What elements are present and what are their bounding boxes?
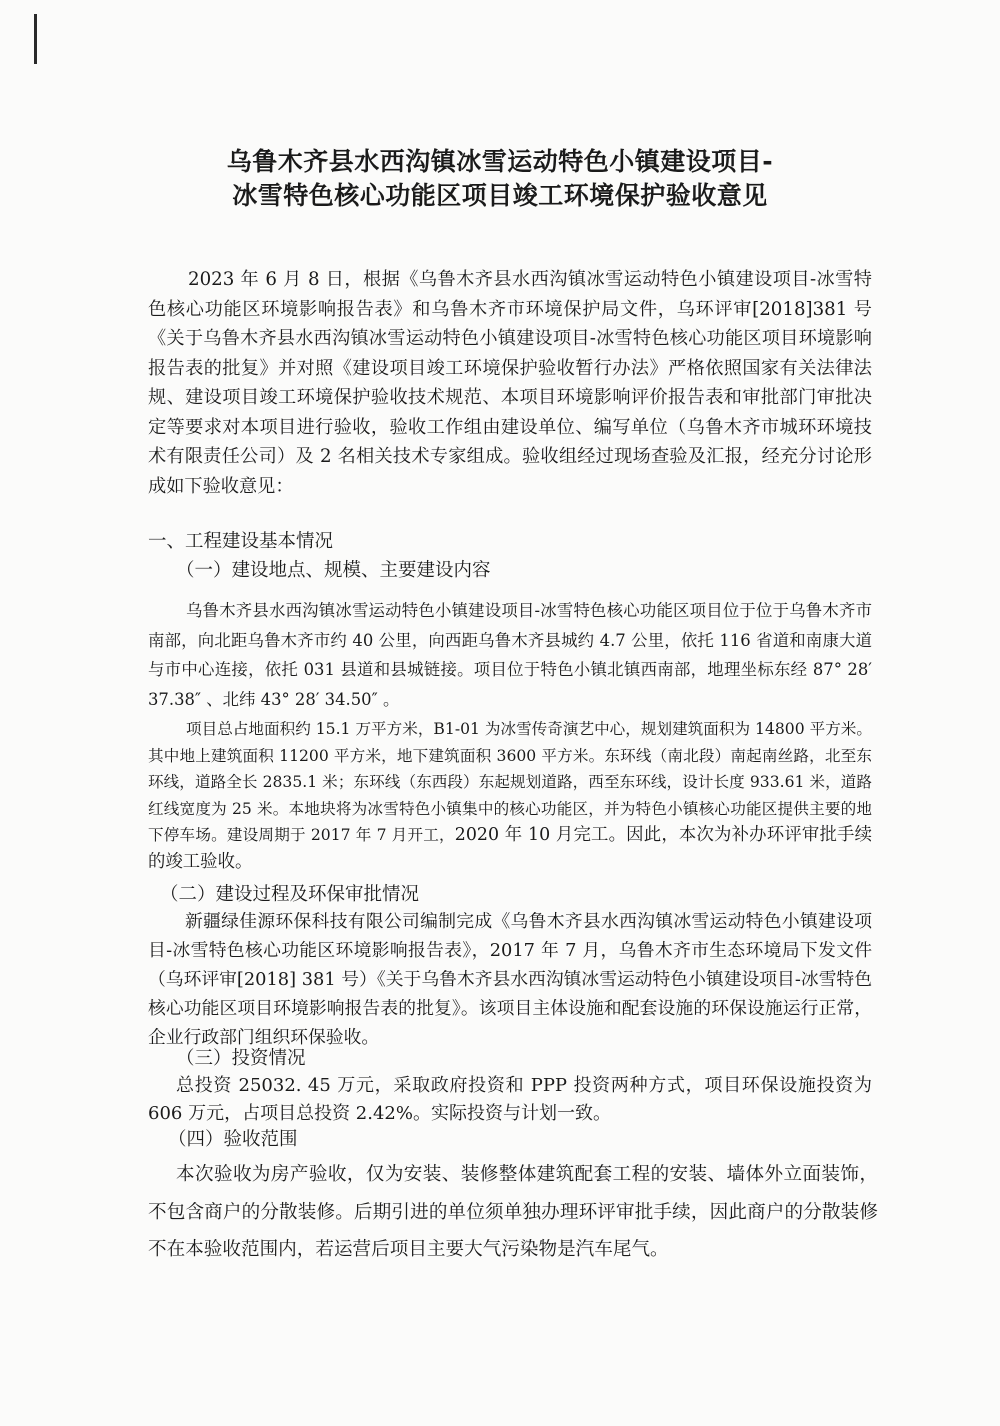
- subsection-heading-scope: （四）验收范围: [168, 1129, 298, 1150]
- section-heading-basic-info: 一、工程建设基本情况: [148, 531, 334, 552]
- subsection-heading-approval: （二）建设过程及环保审批情况: [160, 884, 420, 905]
- scope-paragraph: 本次验收为房产验收，仅为安装、装修整体建筑配套工程的安装、墙体外立面装饰，不包含商户的分散装修。后期引进的单位须单独办理环评审批手续，因此商户的分散装修不在本验收范围内，若运营后项目主要大气污染物是汽车尾气。: [148, 1164, 878, 1260]
- approval-paragraph: 新疆绿佳源环保科技有限公司编制完成《乌鲁木齐县水西沟镇冰雪运动特色小镇建设项目-冰雪特色核心功能区环境影响报告表》，2017 年 7 月，乌鲁木齐市生态环境局下发文件（乌环评审[2018] 381 号）《关于乌鲁木齐县水西沟镇冰雪运动特色小镇建设项目-冰雪特色核心功能区项目环境影响报告表的批复》。该项目主体设施和配套设施的环保设施运行正常，企业行政部门组织环保验收。: [148, 911, 872, 1048]
- subsection-heading-investment: （三）投资情况: [176, 1048, 306, 1069]
- area-paragraph-last-line: 2020 年 10 月完工。因此，本次为补办环评审批手续的竣工验收。: [148, 825, 872, 872]
- location-paragraph: 乌鲁木齐县水西沟镇冰雪运动特色小镇建设项目-冰雪特色核心功能区项目位于位于乌鲁木齐市南部，向北距乌鲁木齐市约 40 公里，向西距乌鲁木齐县城约 4.7 公里，依托 116 省道和南康大道与市中心连接，依托 031 县道和县城链接。项目位于特色小镇北镇西南部，地理坐标东经 87° 28′ 37.38″ 、北纬 43° 28′ 34.50″ 。: [148, 601, 872, 709]
- margin-mark: [34, 14, 37, 64]
- area-paragraph: [148, 716, 872, 875]
- subsection-heading-location: （一）建设地点、规模、主要建设内容: [176, 560, 491, 581]
- investment-paragraph: 总投资 25032. 45 万元，采取政府投资和 PPP 投资两种方式，项目环保设施投资为 606 万元，占项目总投资 2.42%。实际投资与计划一致。: [148, 1075, 872, 1124]
- area-paragraph-body: 项目总占地面积约 15.1 万平方米，B1-01 为冰雪传奇演艺中心，规划建筑面积为 14800 平方米。其中地上建筑面积 11200 平方米，地下建筑面积 3600 平方米。东环线（南北段）南起南丝路，北至东环线，道路全长 2835.1 米；东环线（东西段）东起规划道路，西至东环线，设计长度 933.61 米，道路红线宽度为 25 米。本地块将为冰雪特色小镇集中的核心功能区，并为特色小镇核心功能区提供主要的地下停车场。建设周期于 2017 年 7 月开工，: [148, 720, 872, 844]
- intro-paragraph: 2023 年 6 月 8 日，根据《乌鲁木齐县水西沟镇冰雪运动特色小镇建设项目-冰雪特色核心功能区环境影响报告表》和乌鲁木齐市环境保护局文件，乌环评审[2018]381 号《关于乌鲁木齐县水西沟镇冰雪运动特色小镇建设项目-冰雪特色核心功能区项目环境影响报告表的批复》并对照《建设项目竣工环境保护验收暂行办法》严格依照国家有关法律法规、建设项目竣工环境保护验收技术规范、本项目环境影响评价报告表和审批部门审批决定等要求对本项目进行验收，验收工作组由建设单位、编写单位（乌鲁木齐市城环环境技术有限责任公司）及 2 名相关技术专家组成。验收组经过现场查验及汇报，经充分讨论形成如下验收意见：: [148, 269, 872, 497]
- document-title-line-1: 乌鲁木齐县水西沟镇冰雪运动特色小镇建设项目-: [226, 147, 774, 176]
- document-title-line-2: 冰雪特色核心功能区项目竣工环境保护验收意见: [232, 181, 768, 210]
